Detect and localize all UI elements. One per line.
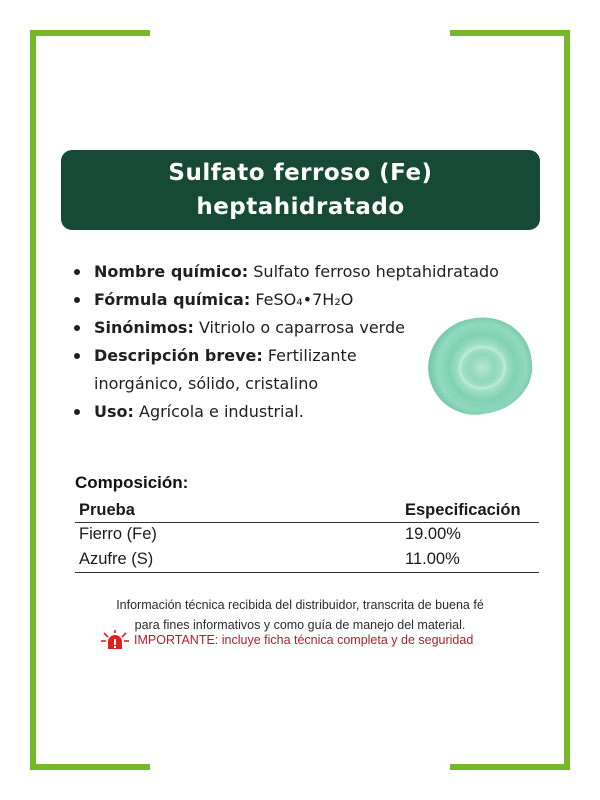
- property-label: Fórmula química:: [94, 290, 251, 309]
- frame-right: [564, 30, 570, 770]
- title-line-1: Sulfato ferroso (Fe): [168, 160, 433, 186]
- frame-left: [30, 30, 36, 770]
- alert-siren-icon: [100, 630, 130, 650]
- property-value: FeSO₄•7H₂O: [250, 290, 354, 309]
- important-warning: [100, 630, 520, 650]
- title-banner: [61, 150, 540, 230]
- property-description: [70, 342, 390, 398]
- cell-spec: 11.00%: [401, 547, 539, 572]
- property-chemical-name: [70, 258, 550, 286]
- title-line-2: heptahidratado: [196, 194, 405, 220]
- composition-title: Composición:: [75, 473, 189, 492]
- disclaimer-note: [60, 595, 540, 635]
- frame-top-left: [30, 30, 150, 36]
- property-label: Uso:: [94, 402, 134, 421]
- table-row: [75, 522, 539, 547]
- disclaimer-line-1: Información técnica recibida del distribuidor, transcrita de buena fé: [116, 598, 484, 612]
- cell-spec: 19.00%: [405, 525, 461, 544]
- property-label: Sinónimos:: [94, 318, 194, 337]
- frame-bottom-left: [30, 764, 150, 770]
- cell-test: Fierro (Fe): [79, 525, 157, 544]
- warning-text: IMPORTANTE: incluye ficha técnica completa y de seguridad: [134, 633, 474, 647]
- header-specification: Especificación: [401, 497, 539, 522]
- property-formula: [70, 286, 550, 314]
- frame-bottom-right: [450, 764, 570, 770]
- disclaimer-line-2: para fines informativos y como guía de manejo del material.: [134, 618, 466, 632]
- property-label: Descripción breve:: [94, 346, 263, 365]
- property-label: Nombre químico:: [94, 262, 249, 281]
- property-value: Fertilizante inorgánico, sólido, cristalino: [94, 346, 357, 393]
- composition-table: [75, 497, 539, 573]
- property-value: Sulfato ferroso heptahidratado: [248, 262, 499, 281]
- cell-test: Azufre (S): [75, 547, 401, 572]
- table-row: [75, 547, 539, 572]
- table-header-row: [75, 497, 539, 522]
- header-test: Prueba: [75, 497, 401, 522]
- frame-top-right: [450, 30, 570, 36]
- property-value: Vitriolo o caparrosa verde: [193, 318, 405, 337]
- property-value: Agrícola e industrial.: [133, 402, 304, 421]
